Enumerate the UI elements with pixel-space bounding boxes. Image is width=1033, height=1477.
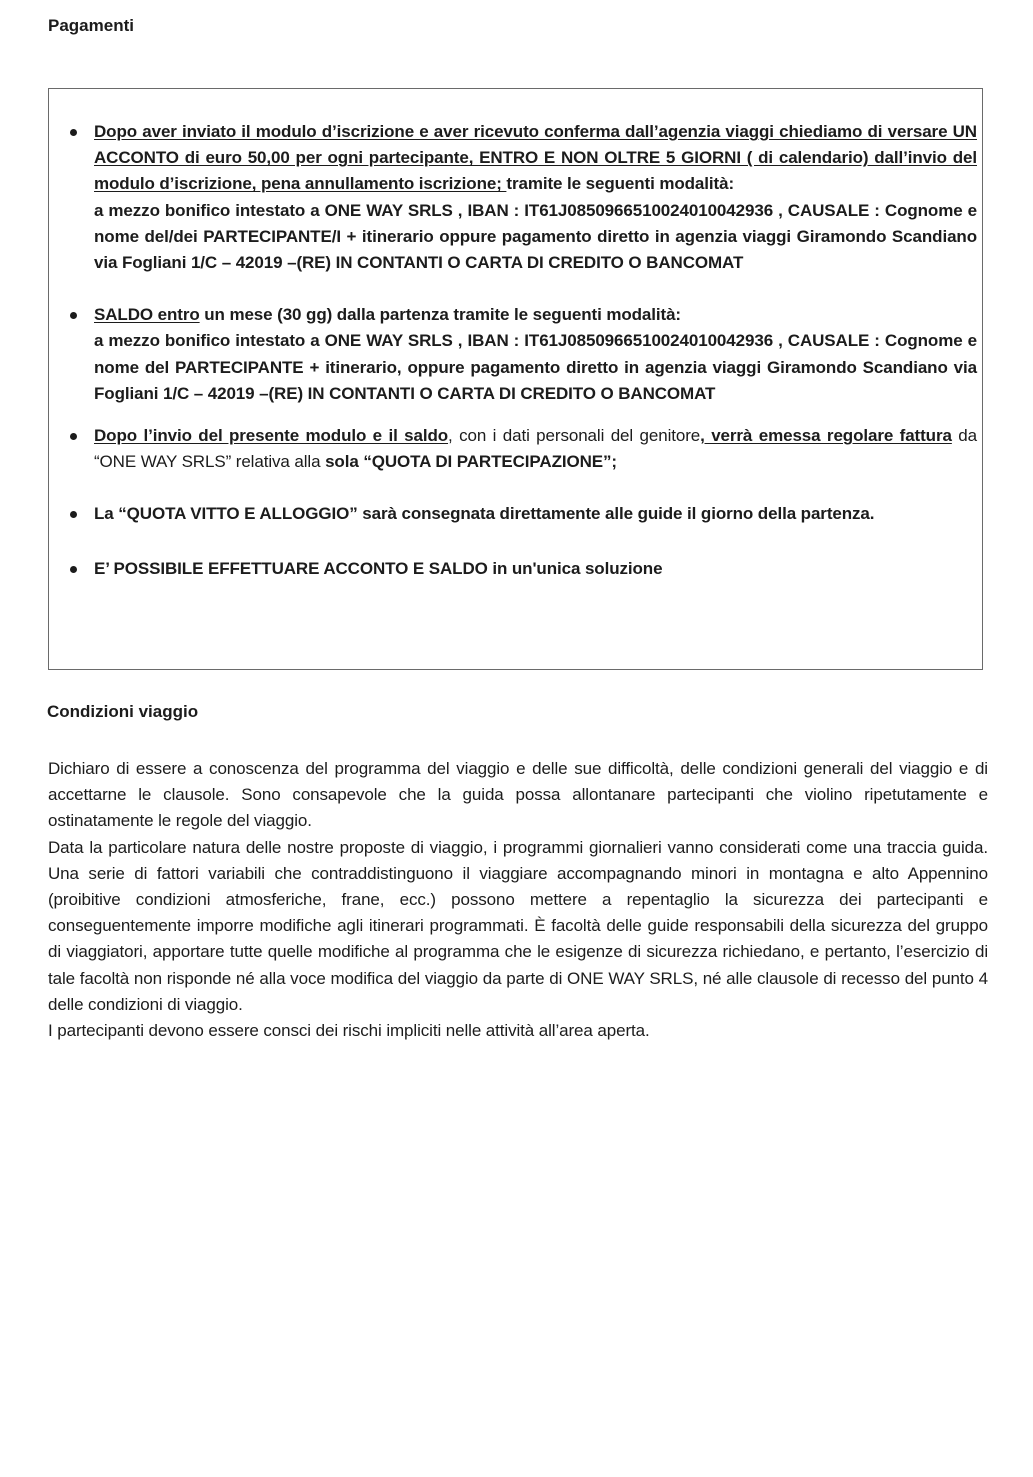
deposit-terms: Dopo aver inviato il modulo d’iscrizione e aver ricevuto conferma dall’agenzia viaggi chiediamo di versare UN ACCONTO di euro 50,00 per ogni partecipante, ENTRO E NON OLTRE 5 GIORNI ( di calendario) dall’invio del modulo d’iscrizione, pena annullamento iscrizione; (94, 122, 977, 194)
list-item-single-payment: E’ POSSIBILE EFFETTUARE ACCONTO E SALDO in un'unica soluzione (70, 556, 977, 582)
invoice-part-4: da “ONE WAY SRLS” relativa alla (94, 426, 977, 472)
list-item-board-lodging: La “QUOTA VITTO E ALLOGGIO” sarà consegnata direttamente alle guide il giorno della partenza. (70, 501, 977, 527)
invoice-part-5: sola “QUOTA DI PARTECIPAZIONE”; (325, 452, 617, 472)
list-item-deposit (70, 119, 977, 276)
balance-label: SALDO entro (94, 305, 200, 325)
invoice-part-1: Dopo l’invio del presente modulo e il saldo (94, 426, 449, 446)
conditions-paragraph: Dichiaro di essere a conoscenza del programma del viaggio e delle sue difficoltà, delle condizioni generali del viaggio e di accettarne le clausole. Sono consapevole che la guida possa allontanare partecipanti che violino ripetutamente e ostinatamente le regole del viaggio. (48, 759, 988, 831)
payments-box (48, 88, 983, 670)
payments-list (70, 119, 977, 582)
invoice-part-2: , con i dati personali del genitore (448, 426, 701, 446)
payments-heading: Pagamenti (48, 16, 134, 35)
deposit-methods-detail: a mezzo bonifico intestato a ONE WAY SRLS , IBAN : IT61J0850966510024010042936 , CAUSALE : Cognome e nome del/dei PARTECIPANTE/I + itinerario oppure pagamento diretto in agenzia viaggi Giramondo Scandiano via Fogliani 1/C – 42019 –(RE) IN CONTANTI O CARTA DI CREDITO O BANCOMAT (94, 200, 977, 273)
deposit-methods-intro: tramite le seguenti modalità: (506, 174, 735, 194)
balance-methods-intro: un mese (30 gg) dalla partenza tramite le seguenti modalità: (199, 305, 681, 325)
conditions-heading: Condizioni viaggio (47, 702, 199, 721)
conditions-paragraph: I partecipanti devono essere consci dei rischi impliciti nelle attività all’area aperta. (48, 1021, 650, 1041)
invoice-part-3: , verrà emessa regolare fattura (700, 426, 952, 446)
balance-methods-detail: a mezzo bonifico intestato a ONE WAY SRLS , IBAN : IT61J0850966510024010042936 , CAUSALE : Cognome e nome del PARTECIPANTE + itinerario, oppure pagamento diretto in agenzia viaggi Giramondo Scandiano via Fogliani 1/C – 42019 –(RE) IN CONTANTI O CARTA DI CREDITO O BANCOMAT (94, 331, 977, 403)
conditions-paragraph: Data la particolare natura delle nostre proposte di viaggio, i programmi giornalieri vanno considerati come una traccia guida. Una serie di fattori variabili che contraddistinguono il viaggiare accompagnando minori in montagna e alto Appennino (proibitive condizioni atmosferiche, frane, ecc.) possono mettere a repentaglio la sicurezza dei partecipanti e conseguentemente imporre modifiche agli itinerari programmati. È facoltà delle guide responsabili della sicurezza del gruppo di viaggiatori, apportare tutte quelle modifiche al programma che le esigenze di sicurezza richiedano, e pertanto, l’esercizio di tale facoltà non risponde né alla voce modifica del viaggio da parte di ONE WAY SRLS, né alle clausole di recesso del punto 4 delle condizioni di viaggio. (48, 837, 988, 1014)
list-item-balance (70, 302, 977, 407)
conditions-text (48, 756, 988, 1044)
list-item-invoice (70, 423, 977, 475)
